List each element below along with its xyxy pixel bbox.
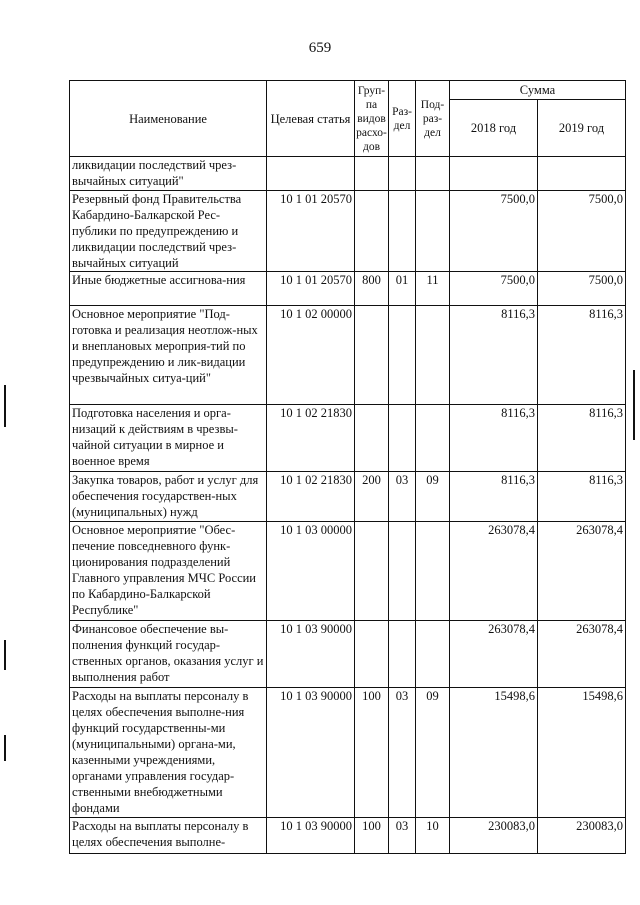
budget-table — [69, 80, 626, 854]
row-name: Основное мероприятие "Под-готовка и реализация неотлож-ных и внеплановых мероприя-тий по предупреждению и лик-видации чрезвычайных ситуа-ций" — [70, 306, 267, 405]
row-section: 03 — [389, 688, 416, 818]
table-header — [70, 81, 626, 157]
row-2019: 263078,4 — [538, 522, 626, 621]
row-name: Расходы на выплаты персоналу в целях обеспечения выполне-ния функций государственны-ми (муниципальными) органа-ми, казенными учреждениями, органами управления государ-ственными внебюджетными фондами — [70, 688, 267, 818]
row-subsection — [416, 191, 450, 272]
header-sum: Сумма — [450, 81, 626, 100]
header-target: Целевая статья — [267, 81, 355, 157]
row-section — [389, 306, 416, 405]
row-section: 01 — [389, 272, 416, 306]
row-group: 100 — [355, 688, 389, 818]
table-row — [70, 688, 626, 818]
table-row — [70, 306, 626, 405]
row-2018: 15498,6 — [450, 688, 538, 818]
row-name: Финансовое обеспечение вы-полнения функций государ-ственных органов, оказания услуг и выполнения работ — [70, 621, 267, 688]
row-2018: 263078,4 — [450, 621, 538, 688]
row-target: 10 1 03 90000 — [267, 688, 355, 818]
row-section — [389, 191, 416, 272]
row-2019: 230083,0 — [538, 818, 626, 854]
header-2018: 2018 год — [450, 100, 538, 157]
row-group — [355, 306, 389, 405]
table-row — [70, 522, 626, 621]
row-section — [389, 522, 416, 621]
row-subsection — [416, 306, 450, 405]
row-group — [355, 522, 389, 621]
row-section — [389, 621, 416, 688]
row-name: Подготовка населения и орга-низаций к действиям в чрезвы-чайной ситуации в мирное и военное время — [70, 405, 267, 472]
row-name: Расходы на выплаты персоналу в целях обеспечения выполне- — [70, 818, 267, 854]
header-name: Наименование — [70, 81, 267, 157]
row-2019 — [538, 157, 626, 191]
row-group: 100 — [355, 818, 389, 854]
row-group: 800 — [355, 272, 389, 306]
table-row — [70, 157, 626, 191]
scan-edge-mark — [4, 385, 6, 427]
row-subsection — [416, 405, 450, 472]
row-2018: 8116,3 — [450, 405, 538, 472]
row-2018: 263078,4 — [450, 522, 538, 621]
page-number: 659 — [308, 40, 332, 56]
header-2019: 2019 год — [538, 100, 626, 157]
header-subsection: Под-раз-дел — [416, 81, 450, 157]
scan-edge-mark — [633, 370, 635, 440]
row-target: 10 1 03 90000 — [267, 621, 355, 688]
row-subsection — [416, 522, 450, 621]
row-2018: 230083,0 — [450, 818, 538, 854]
row-name: ликвидации последствий чрез-вычайных ситуаций" — [70, 157, 267, 191]
row-2018: 7500,0 — [450, 191, 538, 272]
row-2019: 8116,3 — [538, 472, 626, 522]
table-row — [70, 272, 626, 306]
row-section — [389, 157, 416, 191]
table-row — [70, 621, 626, 688]
row-name: Иные бюджетные ассигнова-ния — [70, 272, 267, 306]
row-target: 10 1 01 20570 — [267, 272, 355, 306]
row-group — [355, 405, 389, 472]
row-group — [355, 621, 389, 688]
table-row — [70, 472, 626, 522]
header-section: Раз-дел — [389, 81, 416, 157]
row-target: 10 1 02 21830 — [267, 472, 355, 522]
row-name: Основное мероприятие "Обес-печение повседневного функ-ционирования подразделений Главного управления МЧС России по Кабардино-Балкарской Республике" — [70, 522, 267, 621]
row-group: 200 — [355, 472, 389, 522]
row-2018: 7500,0 — [450, 272, 538, 306]
row-target: 10 1 02 00000 — [267, 306, 355, 405]
row-subsection: 11 — [416, 272, 450, 306]
row-section — [389, 405, 416, 472]
row-name: Резервный фонд Правительства Кабардино-Балкарской Рес-публики по предупреждению и ликвидации последствий чрез-вычайных ситуаций — [70, 191, 267, 272]
scan-edge-mark — [4, 640, 6, 670]
row-2019: 8116,3 — [538, 405, 626, 472]
row-subsection: 09 — [416, 688, 450, 818]
row-2019: 7500,0 — [538, 272, 626, 306]
row-2019: 15498,6 — [538, 688, 626, 818]
row-subsection — [416, 157, 450, 191]
row-target: 10 1 03 90000 — [267, 818, 355, 854]
row-2018 — [450, 157, 538, 191]
row-2018: 8116,3 — [450, 306, 538, 405]
row-target: 10 1 01 20570 — [267, 191, 355, 272]
row-target — [267, 157, 355, 191]
row-2019: 8116,3 — [538, 306, 626, 405]
row-group — [355, 157, 389, 191]
header-group: Груп-па видов расхо-дов — [355, 81, 389, 157]
row-subsection: 09 — [416, 472, 450, 522]
scan-edge-mark — [4, 735, 6, 761]
table-row — [70, 405, 626, 472]
row-group — [355, 191, 389, 272]
table-body — [70, 157, 626, 854]
table-row — [70, 191, 626, 272]
row-target: 10 1 02 21830 — [267, 405, 355, 472]
row-2018: 8116,3 — [450, 472, 538, 522]
row-2019: 263078,4 — [538, 621, 626, 688]
row-name: Закупка товаров, работ и услуг для обеспечения государствен-ных (муниципальных) нужд — [70, 472, 267, 522]
row-subsection: 10 — [416, 818, 450, 854]
table-row — [70, 818, 626, 854]
row-2019: 7500,0 — [538, 191, 626, 272]
row-target: 10 1 03 00000 — [267, 522, 355, 621]
row-section: 03 — [389, 472, 416, 522]
row-subsection — [416, 621, 450, 688]
row-section: 03 — [389, 818, 416, 854]
